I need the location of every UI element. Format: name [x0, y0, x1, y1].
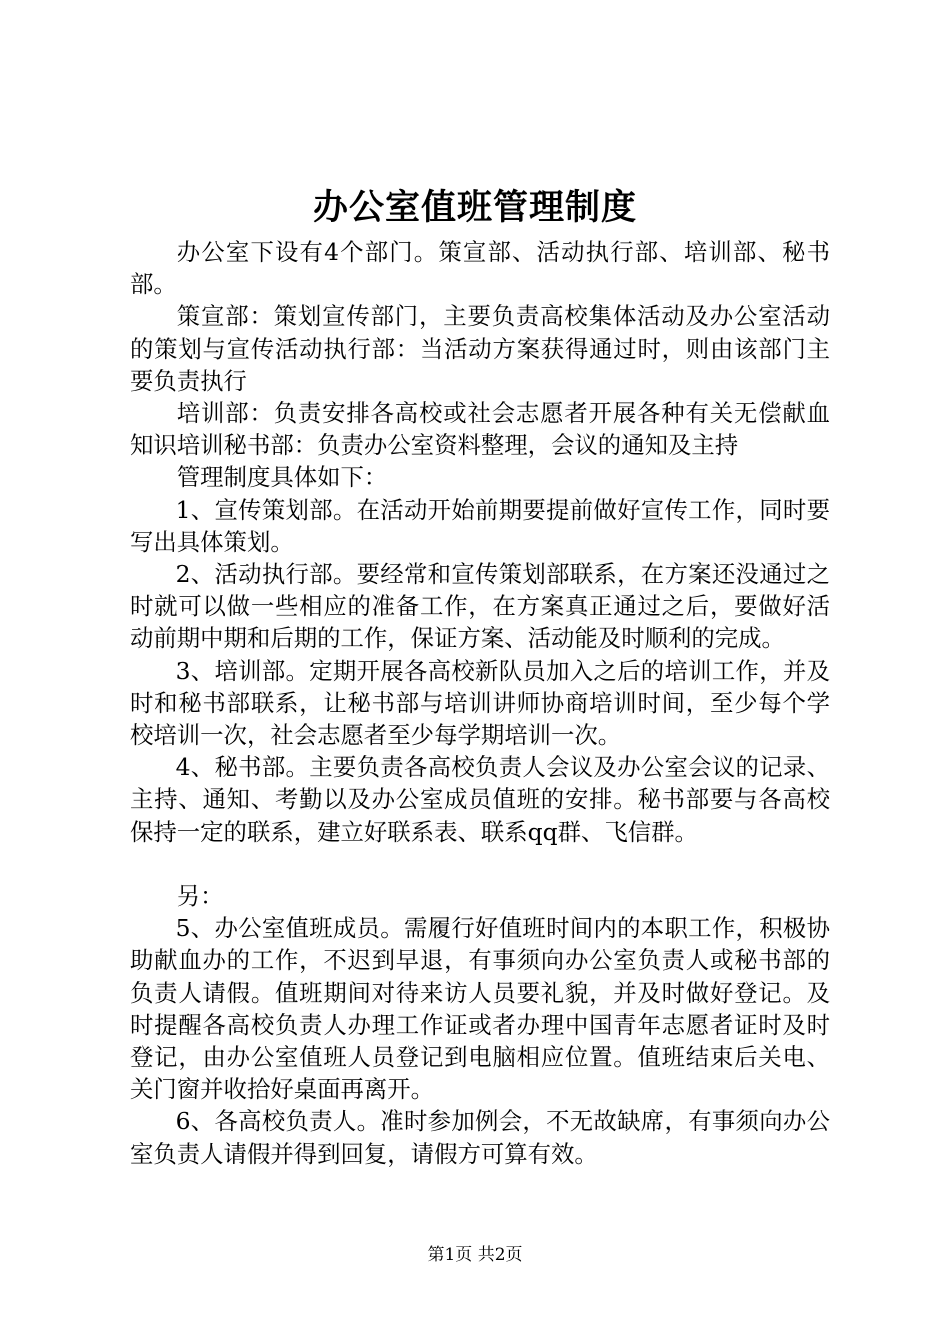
paragraph-rule-6: 6、各高校负责人。准时参加例会，不无故缺席，有事须向办公室负责人请假并得到回复，请假方可算有效。 [130, 1107, 830, 1168]
paragraph-rule-3: 3、培训部。定期开展各高校新队员加入之后的培训工作，并及时和秘书部联系，让秘书部与培训讲师协商培训时间，至少每个学校培训一次，社会志愿者至少每学期培训一次。 [130, 656, 830, 750]
paragraph-rule-1: 1、宣传策划部。在活动开始前期要提前做好宣传工作，同时要写出具体策划。 [130, 495, 830, 556]
paragraph-training-department: 培训部：负责安排各高校或社会志愿者开展各种有关无偿献血知识培训秘书部：负责办公室资料整理，会议的通知及主持 [130, 399, 830, 460]
document-title: 办公室值班管理制度 [312, 187, 637, 228]
blank-line [130, 848, 830, 880]
paragraph-departments-overview: 办公室下设有4个部门。策宣部、活动执行部、培训部、秘书部。 [130, 238, 830, 299]
paragraph-rule-4: 4、秘书部。主要负责各高校负责人会议及办公室会议的记录、主持、通知、考勤以及办公室成员值班的安排。秘书部要与各高校保持一定的联系，建立好联系表、联系qq群、飞信群。 [130, 753, 830, 846]
paragraph-planning-department: 策宣部：策划宣传部门，主要负责高校集体活动及办公室活动的策划与宣传活动执行部：当活动方案获得通过时，则由该部门主要负责执行 [130, 302, 830, 395]
paragraph-rule-2: 2、活动执行部。要经常和宣传策划部联系，在方案还没通过之时就可以做一些相应的准备工作，在方案真正通过之后，要做好活动前期中期和后期的工作，保证方案、活动能及时顺利的完成。 [130, 560, 830, 653]
paragraph-rule-5: 5、办公室值班成员。需履行好值班时间内的本职工作，积极协助献血办的工作，不迟到早退，有事须向办公室负责人或秘书部的负责人请假。值班期间对待来访人员要礼貌，并及时做好登记。及时提醒各高校负责人办理工作证或者办理中国青年志愿者证时及时登记，由办公室值班人员登记到电脑相应位置。值班结束后关电、关门窗并收拾好桌面再离开。 [130, 914, 830, 1104]
paragraph-additional: 另： [176, 882, 224, 911]
page-number-footer: 第1页 共2页 [427, 1245, 523, 1265]
paragraph-rules-intro: 管理制度具体如下： [176, 463, 388, 492]
document-body [130, 236, 830, 1170]
